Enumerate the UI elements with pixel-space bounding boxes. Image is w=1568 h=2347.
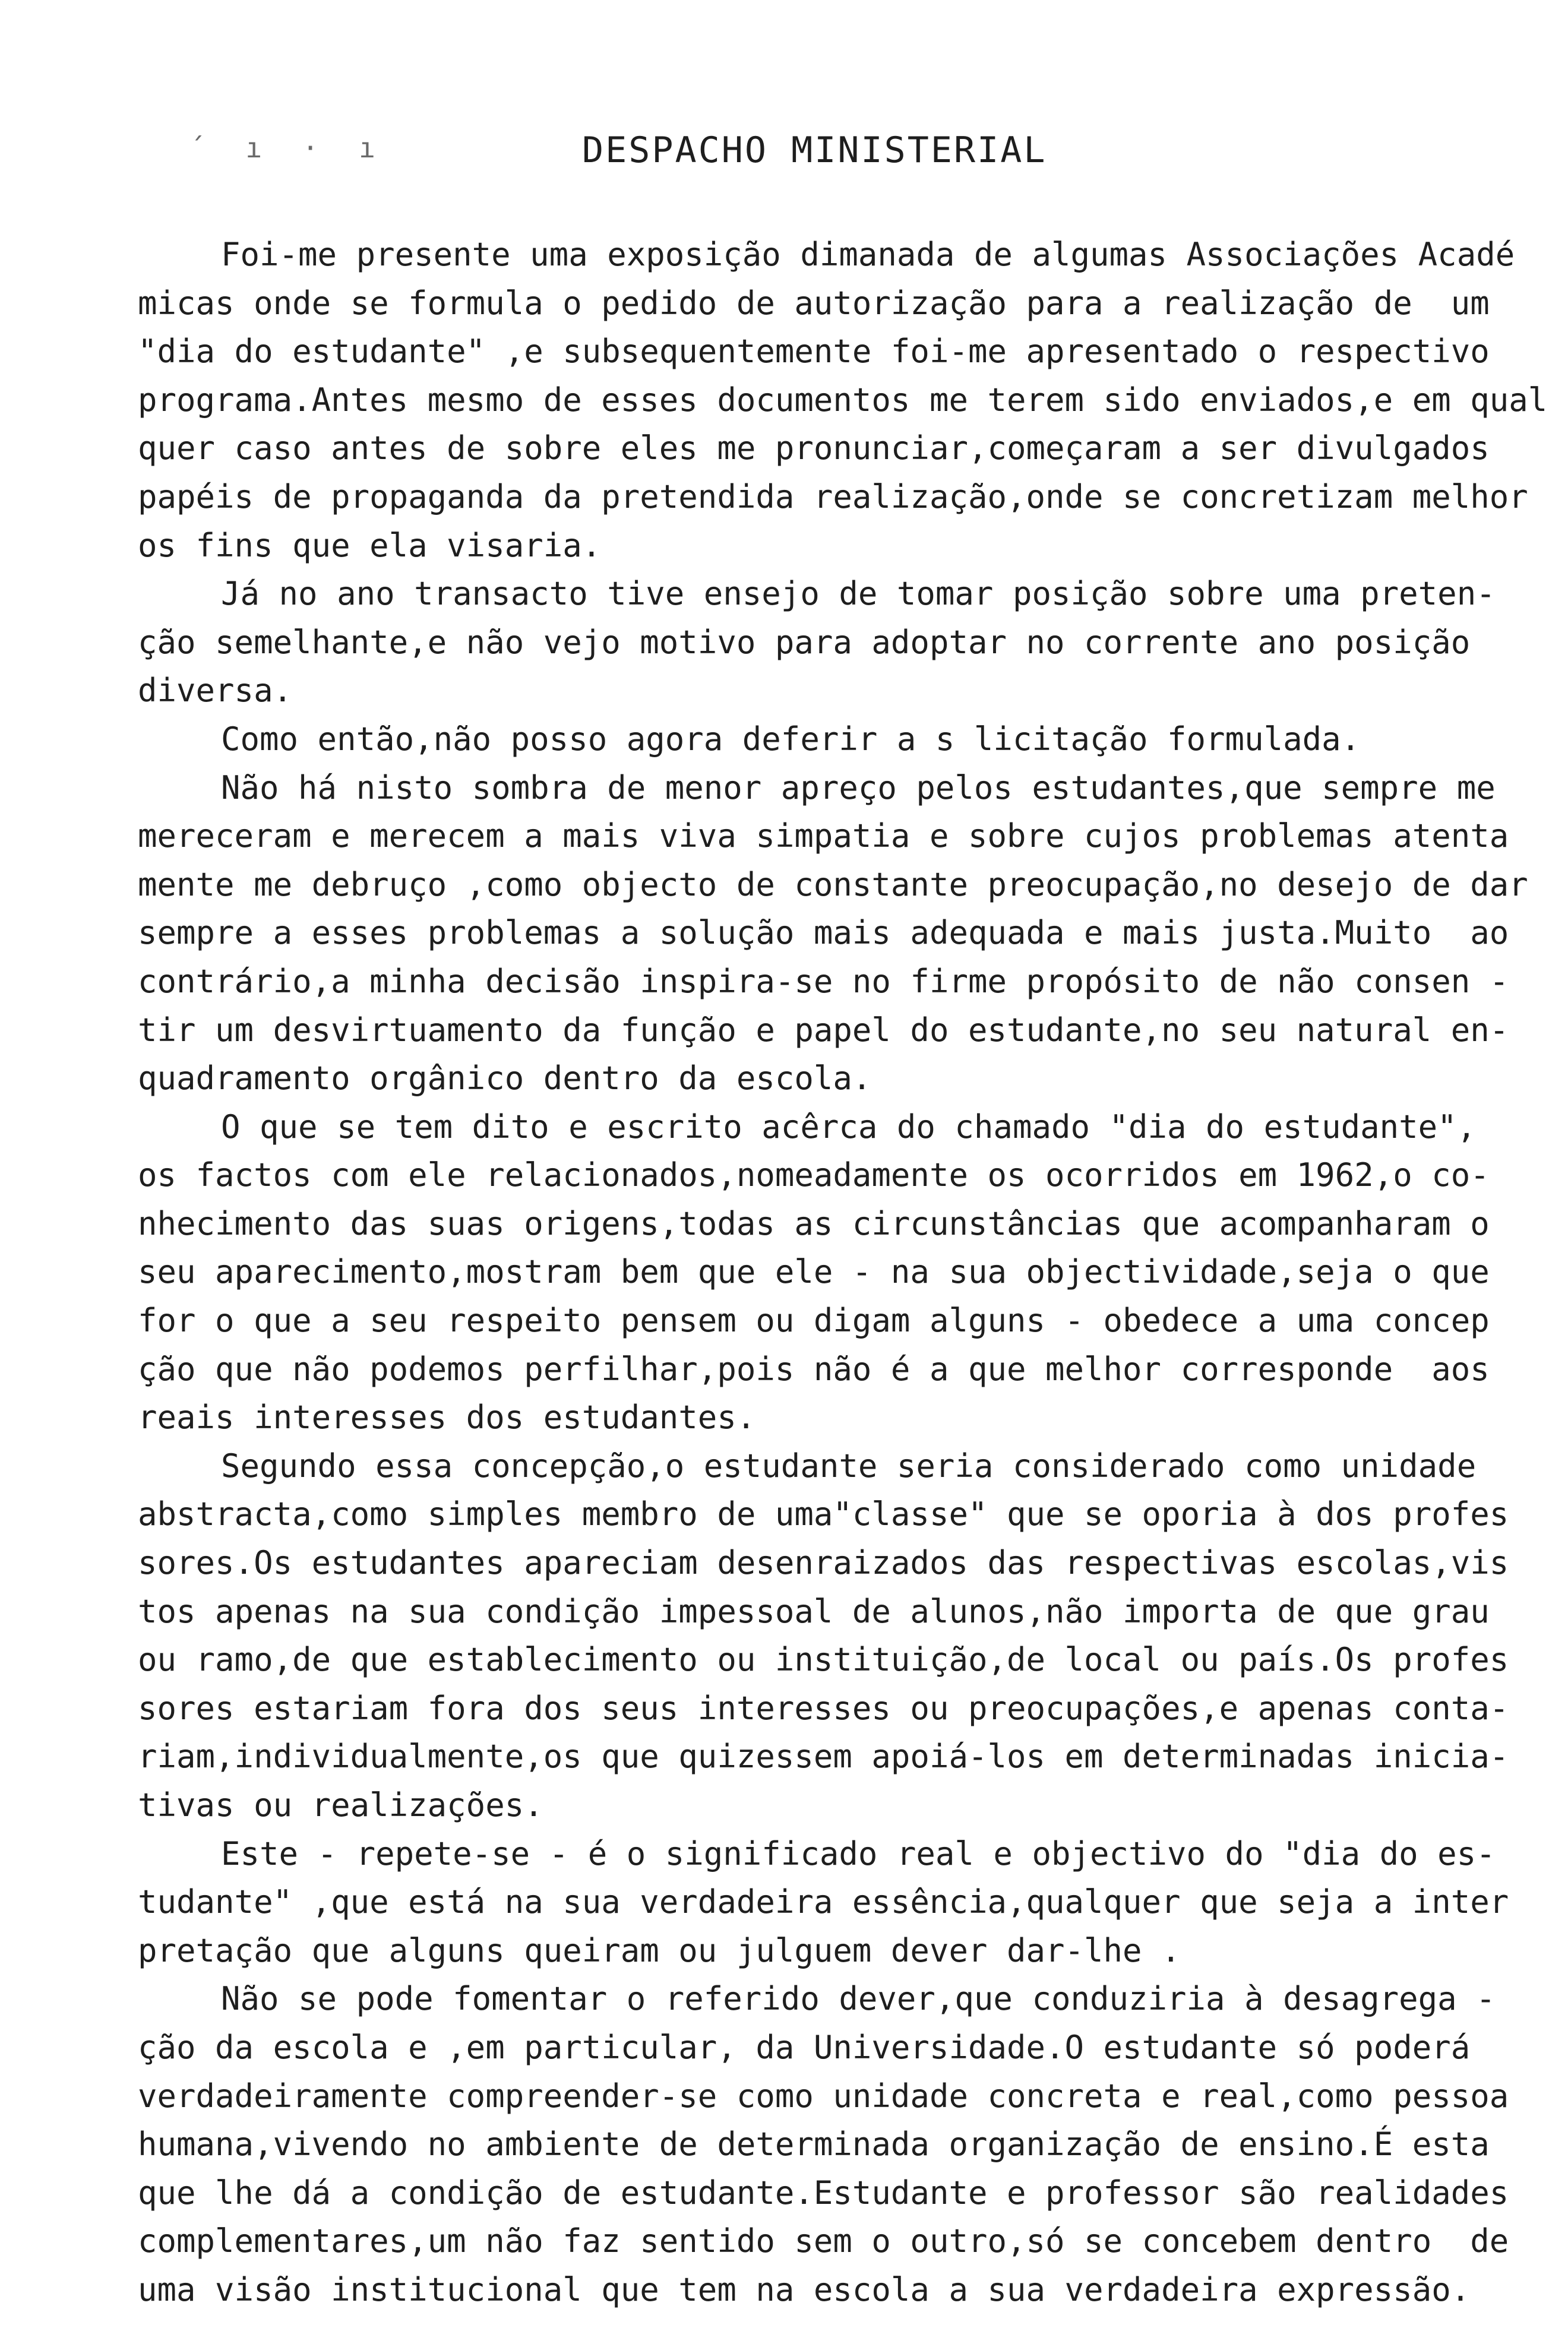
text-line: nhecimento das suas origens,todas as circunstâncias que acompanharam o (138, 1204, 1490, 1242)
page-title: DESPACHO MINISTERIAL (582, 129, 1047, 171)
text-line: ção semelhante,e não vejo motivo para adoptar no corrente ano posição (138, 623, 1471, 661)
text-line: verdadeiramente compreender-se como unidade concreta e real,como pessoa (138, 2077, 1509, 2115)
text-line: tir um desvirtuamento da função e papel do estudante,no seu natural en- (138, 1011, 1509, 1049)
text-line: Já no ano transacto tive ensejo de tomar posição sobre uma preten- (221, 575, 1496, 613)
text-line: complementares,um não faz sentido sem o outro,só se concebem dentro de (138, 2222, 1509, 2260)
corner-marks: ´ ı · ı (189, 132, 387, 164)
text-line: mereceram e merecem a mais viva simpatia e sobre cujos problemas atenta (138, 817, 1509, 855)
text-line: pretação que alguns queiram ou julguem dever dar-lhe . (138, 1931, 1181, 1969)
text-line: os factos com ele relacionados,nomeadamente os ocorridos em 1962,o co- (138, 1156, 1490, 1194)
text-line: riam,individualmente,os que quizessem apoiá-los em determinadas inicia- (138, 1738, 1509, 1776)
text-line: Foi-me presente uma exposição dimanada de algumas Associações Acadé (221, 236, 1515, 273)
text-line: programa.Antes mesmo de esses documentos me terem sido enviados,e em qual (138, 381, 1548, 419)
text-line: Segundo essa concepção,o estudante seria considerado como unidade (221, 1447, 1477, 1485)
text-line: abstracta,como simples membro de uma"classe" que se oporia à dos profes (138, 1495, 1509, 1533)
text-line: sempre a esses problemas a solução mais adequada e mais justa.Muito ao (138, 914, 1509, 952)
text-line: reais interesses dos estudantes. (138, 1399, 756, 1437)
text-line: ção que não podemos perfilhar,pois não é a que melhor corresponde aos (138, 1350, 1490, 1388)
text-line: Este - repete-se - é o significado real e objectivo do "dia do es- (221, 1834, 1496, 1872)
text-line: diversa. (138, 672, 293, 710)
text-line: ção da escola e ,em particular, da Universidade.O estudante só poderá (138, 2028, 1471, 2066)
document-body (138, 230, 1548, 2314)
text-line: sores estariam fora dos seus interesses ou preocupações,e apenas conta- (138, 1689, 1509, 1727)
text-line: quadramento orgânico dentro da escola. (138, 1059, 872, 1097)
text-line: O que se tem dito e escrito acêrca do chamado "dia do estudante", (221, 1108, 1477, 1146)
text-line: os fins que ela visaria. (138, 526, 602, 564)
text-line: ou ramo,de que establecimento ou instituição,de local ou país.Os profes (138, 1641, 1509, 1679)
text-line: for o que a seu respeito pensem ou digam alguns - obedece a uma concep (138, 1302, 1490, 1340)
text-line: Não se pode fomentar o referido dever,que conduziria à desagrega - (221, 1980, 1496, 2018)
text-line: Como então,não posso agora deferir a s licitação formulada. (221, 720, 1361, 758)
text-line: tivas ou realizações. (138, 1786, 543, 1824)
text-line: tudante" ,que está na sua verdadeira essência,qualquer que seja a inter (138, 1883, 1509, 1921)
text-line: Não há nisto sombra de menor apreço pelos estudantes,que sempre me (221, 768, 1496, 806)
text-line: humana,vivendo no ambiente de determinada organização de ensino.É esta (138, 2125, 1490, 2163)
text-line: micas onde se formula o pedido de autorização para a realização de um (138, 284, 1490, 322)
text-line: "dia do estudante" ,e subsequentemente foi-me apresentado o respectivo (138, 333, 1490, 371)
text-line: papéis de propaganda da pretendida realização,onde se concretizam melhor (138, 477, 1528, 515)
text-line: tos apenas na sua condição impessoal de alunos,não importa de que grau (138, 1592, 1490, 1630)
text-line: uma visão institucional que tem na escola a sua verdadeira expressão. (138, 2270, 1471, 2308)
text-line: seu aparecimento,mostram bem que ele - na sua objectividade,seja o que (138, 1253, 1490, 1291)
text-line: sores.Os estudantes apareciam desenraizados das respectivas escolas,vis (138, 1544, 1509, 1582)
text-line: que lhe dá a condição de estudante.Estudante e professor são realidades (138, 2174, 1509, 2212)
text-line: quer caso antes de sobre eles me pronunciar,começaram a ser divulgados (138, 429, 1490, 467)
text-line: mente me debruço ,como objecto de constante preocupação,no desejo de dar (138, 865, 1528, 903)
text-line: contrário,a minha decisão inspira-se no firme propósito de não consen - (138, 962, 1509, 1000)
